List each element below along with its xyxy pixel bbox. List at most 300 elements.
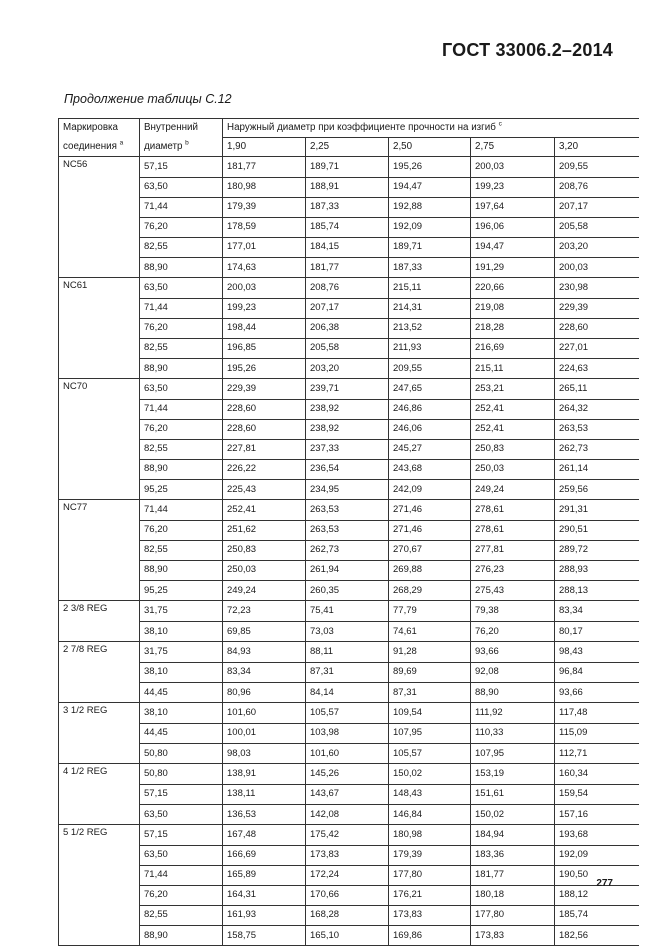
header-od-label: Наружный диаметр при коэффициенте прочности на изгиб xyxy=(227,122,496,134)
outer-diameter-cell: 278,61 xyxy=(471,520,555,540)
outer-diameter-cell: 198,44 xyxy=(223,318,306,338)
table-row xyxy=(59,500,639,521)
table-row xyxy=(59,764,639,785)
table-row xyxy=(59,439,639,459)
outer-diameter-cell: 80,96 xyxy=(223,682,306,703)
outer-diameter-cell: 98,43 xyxy=(555,642,639,663)
inner-diameter-cell: 63,50 xyxy=(140,804,223,825)
outer-diameter-cell: 213,52 xyxy=(389,318,471,338)
connection-cell xyxy=(59,723,140,743)
connection-cell: 3 1/2 REG xyxy=(59,703,140,724)
outer-diameter-cell: 234,95 xyxy=(306,479,389,500)
outer-diameter-cell: 153,19 xyxy=(471,764,555,785)
outer-diameter-cell: 74,61 xyxy=(389,621,471,642)
connection-cell: NC77 xyxy=(59,500,140,521)
outer-diameter-cell: 238,92 xyxy=(306,399,389,419)
outer-diameter-cell: 260,35 xyxy=(306,580,389,601)
header-inner-label: Внутренний xyxy=(144,122,198,134)
outer-diameter-cell: 226,22 xyxy=(223,459,306,479)
outer-diameter-cell: 252,41 xyxy=(471,419,555,439)
outer-diameter-cell: 199,23 xyxy=(223,298,306,318)
outer-diameter-cell: 93,66 xyxy=(471,642,555,663)
outer-diameter-cell: 275,43 xyxy=(471,580,555,601)
table-row xyxy=(59,318,639,338)
connection-cell: NC61 xyxy=(59,278,140,299)
inner-diameter-cell: 88,90 xyxy=(140,459,223,479)
outer-diameter-cell: 84,14 xyxy=(306,682,389,703)
inner-diameter-cell: 88,90 xyxy=(140,560,223,580)
header-factor: 3,20 xyxy=(555,138,639,157)
outer-diameter-cell: 208,76 xyxy=(555,177,639,197)
table-row xyxy=(59,257,639,278)
outer-diameter-cell: 246,06 xyxy=(389,419,471,439)
outer-diameter-cell: 289,72 xyxy=(555,540,639,560)
outer-diameter-cell: 227,01 xyxy=(555,338,639,358)
connection-cell xyxy=(59,885,140,905)
outer-diameter-cell: 188,91 xyxy=(306,177,389,197)
outer-diameter-cell: 175,42 xyxy=(306,825,389,846)
outer-diameter-cell: 179,39 xyxy=(389,845,471,865)
inner-diameter-cell: 76,20 xyxy=(140,318,223,338)
table-row xyxy=(59,925,639,946)
outer-diameter-cell: 205,58 xyxy=(306,338,389,358)
table-caption: Продолжение таблицы С.12 xyxy=(64,92,232,106)
outer-diameter-cell: 291,31 xyxy=(555,500,639,521)
table-row xyxy=(59,804,639,825)
outer-diameter-cell: 196,85 xyxy=(223,338,306,358)
connection-cell xyxy=(59,197,140,217)
inner-diameter-cell: 71,44 xyxy=(140,500,223,521)
outer-diameter-cell: 239,71 xyxy=(306,379,389,400)
outer-diameter-cell: 205,58 xyxy=(555,217,639,237)
outer-diameter-cell: 236,54 xyxy=(306,459,389,479)
outer-diameter-cell: 174,63 xyxy=(223,257,306,278)
connection-cell xyxy=(59,804,140,825)
table-row xyxy=(59,157,639,178)
outer-diameter-cell: 207,17 xyxy=(555,197,639,217)
outer-diameter-cell: 194,47 xyxy=(471,237,555,257)
outer-diameter-cell: 206,38 xyxy=(306,318,389,338)
outer-diameter-cell: 229,39 xyxy=(223,379,306,400)
inner-diameter-cell: 71,44 xyxy=(140,197,223,217)
outer-diameter-cell: 165,10 xyxy=(306,925,389,946)
connection-cell xyxy=(59,419,140,439)
table-row xyxy=(59,642,639,663)
inner-diameter-cell: 38,10 xyxy=(140,662,223,682)
outer-diameter-cell: 180,18 xyxy=(471,885,555,905)
table-row xyxy=(59,177,639,197)
connection-cell xyxy=(59,298,140,318)
header-connection-label-2: соединения xyxy=(63,140,117,152)
connection-cell: 2 7/8 REG xyxy=(59,642,140,663)
table-row xyxy=(59,479,639,500)
header-factor: 1,90 xyxy=(223,138,306,157)
page-number: 277 xyxy=(596,878,613,889)
connection-cell xyxy=(59,743,140,764)
outer-diameter-cell: 250,03 xyxy=(471,459,555,479)
outer-diameter-cell: 181,77 xyxy=(223,157,306,178)
outer-diameter-cell: 220,66 xyxy=(471,278,555,299)
outer-diameter-cell: 115,09 xyxy=(555,723,639,743)
outer-diameter-cell: 183,36 xyxy=(471,845,555,865)
outer-diameter-cell: 168,28 xyxy=(306,905,389,925)
outer-diameter-cell: 89,69 xyxy=(389,662,471,682)
table-row xyxy=(59,197,639,217)
outer-diameter-cell: 101,60 xyxy=(223,703,306,724)
outer-diameter-cell: 169,86 xyxy=(389,925,471,946)
outer-diameter-cell: 190,50 xyxy=(555,865,639,885)
table-row xyxy=(59,338,639,358)
table-row xyxy=(59,399,639,419)
inner-diameter-cell: 63,50 xyxy=(140,177,223,197)
inner-diameter-cell: 50,80 xyxy=(140,764,223,785)
outer-diameter-cell: 80,17 xyxy=(555,621,639,642)
outer-diameter-cell: 250,03 xyxy=(223,560,306,580)
outer-diameter-cell: 165,89 xyxy=(223,865,306,885)
outer-diameter-cell: 219,08 xyxy=(471,298,555,318)
outer-diameter-cell: 185,74 xyxy=(555,905,639,925)
header-connection-note: a xyxy=(119,139,124,147)
connection-cell xyxy=(59,925,140,946)
inner-diameter-cell: 63,50 xyxy=(140,379,223,400)
outer-diameter-cell: 203,20 xyxy=(306,358,389,379)
outer-diameter-cell: 107,95 xyxy=(389,723,471,743)
outer-diameter-cell: 180,98 xyxy=(223,177,306,197)
document-standard-header: ГОСТ 33006.2–2014 xyxy=(441,40,613,60)
outer-diameter-cell: 179,39 xyxy=(223,197,306,217)
outer-diameter-cell: 177,80 xyxy=(389,865,471,885)
outer-diameter-cell: 215,11 xyxy=(389,278,471,299)
connection-cell xyxy=(59,580,140,601)
inner-diameter-cell: 76,20 xyxy=(140,885,223,905)
outer-diameter-cell: 216,69 xyxy=(471,338,555,358)
outer-diameter-cell: 276,23 xyxy=(471,560,555,580)
table-row xyxy=(59,723,639,743)
inner-diameter-cell: 82,55 xyxy=(140,540,223,560)
header-inner-note: b xyxy=(185,139,189,147)
outer-diameter-cell: 262,73 xyxy=(306,540,389,560)
table-row xyxy=(59,845,639,865)
header-outer-diameter-group xyxy=(223,119,639,138)
connection-cell xyxy=(59,520,140,540)
outer-diameter-cell: 200,03 xyxy=(555,257,639,278)
outer-diameter-cell: 192,88 xyxy=(389,197,471,217)
outer-diameter-cell: 211,93 xyxy=(389,338,471,358)
inner-diameter-cell: 82,55 xyxy=(140,237,223,257)
outer-diameter-cell: 191,29 xyxy=(471,257,555,278)
outer-diameter-cell: 288,93 xyxy=(555,560,639,580)
inner-diameter-cell: 82,55 xyxy=(140,338,223,358)
outer-diameter-cell: 268,29 xyxy=(389,580,471,601)
outer-diameter-cell: 184,15 xyxy=(306,237,389,257)
inner-diameter-cell: 88,90 xyxy=(140,925,223,946)
outer-diameter-cell: 252,41 xyxy=(223,500,306,521)
outer-diameter-cell: 112,71 xyxy=(555,743,639,764)
connection-cell xyxy=(59,439,140,459)
inner-diameter-cell: 76,20 xyxy=(140,419,223,439)
connection-cell: NC56 xyxy=(59,157,140,178)
outer-diameter-cell: 192,09 xyxy=(389,217,471,237)
connection-cell xyxy=(59,905,140,925)
table-row xyxy=(59,379,639,400)
connection-cell xyxy=(59,237,140,257)
outer-diameter-cell: 177,01 xyxy=(223,237,306,257)
header-od-note: c xyxy=(498,120,502,128)
outer-diameter-cell: 288,13 xyxy=(555,580,639,601)
outer-diameter-cell: 180,98 xyxy=(389,825,471,846)
outer-diameter-cell: 277,81 xyxy=(471,540,555,560)
inner-diameter-cell: 31,75 xyxy=(140,601,223,622)
inner-diameter-cell: 31,75 xyxy=(140,642,223,663)
outer-diameter-cell: 224,63 xyxy=(555,358,639,379)
connection-cell xyxy=(59,459,140,479)
inner-diameter-cell: 44,45 xyxy=(140,682,223,703)
outer-diameter-cell: 83,34 xyxy=(223,662,306,682)
outer-diameter-cell: 247,65 xyxy=(389,379,471,400)
outer-diameter-cell: 158,75 xyxy=(223,925,306,946)
outer-diameter-cell: 270,67 xyxy=(389,540,471,560)
header-factor: 2,25 xyxy=(306,138,389,157)
table-row xyxy=(59,621,639,642)
header-connection xyxy=(59,119,140,138)
connection-cell xyxy=(59,177,140,197)
outer-diameter-cell: 176,21 xyxy=(389,885,471,905)
outer-diameter-cell: 101,60 xyxy=(306,743,389,764)
connection-cell: 4 1/2 REG xyxy=(59,764,140,785)
outer-diameter-cell: 263,53 xyxy=(306,520,389,540)
connection-cell: NC70 xyxy=(59,379,140,400)
outer-diameter-cell: 199,23 xyxy=(471,177,555,197)
outer-diameter-cell: 263,53 xyxy=(306,500,389,521)
table-row xyxy=(59,459,639,479)
connection-cell: 2 3/8 REG xyxy=(59,601,140,622)
header-inner-diameter-cont xyxy=(140,138,223,157)
outer-diameter-cell: 265,11 xyxy=(555,379,639,400)
inner-diameter-cell: 38,10 xyxy=(140,703,223,724)
outer-diameter-cell: 228,60 xyxy=(223,419,306,439)
outer-diameter-cell: 145,26 xyxy=(306,764,389,785)
connection-cell xyxy=(59,682,140,703)
outer-diameter-cell: 177,80 xyxy=(471,905,555,925)
outer-diameter-cell: 207,17 xyxy=(306,298,389,318)
outer-diameter-cell: 189,71 xyxy=(306,157,389,178)
outer-diameter-cell: 110,33 xyxy=(471,723,555,743)
outer-diameter-cell: 157,16 xyxy=(555,804,639,825)
outer-diameter-cell: 79,38 xyxy=(471,601,555,622)
outer-diameter-cell: 261,94 xyxy=(306,560,389,580)
outer-diameter-cell: 195,26 xyxy=(223,358,306,379)
outer-diameter-cell: 111,92 xyxy=(471,703,555,724)
connection-cell xyxy=(59,217,140,237)
table-row xyxy=(59,905,639,925)
outer-diameter-cell: 263,53 xyxy=(555,419,639,439)
inner-diameter-cell: 71,44 xyxy=(140,865,223,885)
outer-diameter-cell: 148,43 xyxy=(389,784,471,804)
outer-diameter-cell: 238,92 xyxy=(306,419,389,439)
outer-diameter-cell: 107,95 xyxy=(471,743,555,764)
inner-diameter-cell: 44,45 xyxy=(140,723,223,743)
outer-diameter-cell: 269,88 xyxy=(389,560,471,580)
outer-diameter-cell: 84,93 xyxy=(223,642,306,663)
header-inner-label-2: диаметр xyxy=(144,140,183,152)
outer-diameter-cell: 178,59 xyxy=(223,217,306,237)
outer-diameter-cell: 194,47 xyxy=(389,177,471,197)
outer-diameter-cell: 105,57 xyxy=(306,703,389,724)
outer-diameter-cell: 87,31 xyxy=(389,682,471,703)
inner-diameter-cell: 71,44 xyxy=(140,399,223,419)
outer-diameter-cell: 229,39 xyxy=(555,298,639,318)
table-row xyxy=(59,560,639,580)
outer-diameter-cell: 225,43 xyxy=(223,479,306,500)
table-row xyxy=(59,580,639,601)
outer-diameter-cell: 290,51 xyxy=(555,520,639,540)
outer-diameter-cell: 215,11 xyxy=(471,358,555,379)
outer-diameter-cell: 109,54 xyxy=(389,703,471,724)
outer-diameter-cell: 250,83 xyxy=(223,540,306,560)
outer-diameter-cell: 271,46 xyxy=(389,520,471,540)
outer-diameter-cell: 182,56 xyxy=(555,925,639,946)
outer-diameter-cell: 188,12 xyxy=(555,885,639,905)
inner-diameter-cell: 95,25 xyxy=(140,580,223,601)
outer-diameter-cell: 193,68 xyxy=(555,825,639,846)
outer-diameter-cell: 167,48 xyxy=(223,825,306,846)
outer-diameter-cell: 143,67 xyxy=(306,784,389,804)
outer-diameter-cell: 209,55 xyxy=(389,358,471,379)
table-body xyxy=(59,157,639,946)
outer-diameter-cell: 75,41 xyxy=(306,601,389,622)
inner-diameter-cell: 63,50 xyxy=(140,845,223,865)
connection-cell xyxy=(59,338,140,358)
outer-diameter-cell: 189,71 xyxy=(389,237,471,257)
outer-diameter-cell: 164,31 xyxy=(223,885,306,905)
outer-diameter-cell: 83,34 xyxy=(555,601,639,622)
inner-diameter-cell: 95,25 xyxy=(140,479,223,500)
inner-diameter-cell: 50,80 xyxy=(140,743,223,764)
outer-diameter-cell: 228,60 xyxy=(223,399,306,419)
outer-diameter-cell: 259,56 xyxy=(555,479,639,500)
outer-diameter-cell: 142,08 xyxy=(306,804,389,825)
outer-diameter-cell: 73,03 xyxy=(306,621,389,642)
outer-diameter-cell: 93,66 xyxy=(555,682,639,703)
table-row xyxy=(59,784,639,804)
outer-diameter-cell: 246,86 xyxy=(389,399,471,419)
outer-diameter-cell: 117,48 xyxy=(555,703,639,724)
outer-diameter-cell: 227,81 xyxy=(223,439,306,459)
outer-diameter-cell: 208,76 xyxy=(306,278,389,299)
table-row xyxy=(59,743,639,764)
outer-diameter-cell: 138,11 xyxy=(223,784,306,804)
connection-cell xyxy=(59,318,140,338)
table-row xyxy=(59,885,639,905)
outer-diameter-cell: 187,33 xyxy=(389,257,471,278)
connection-cell xyxy=(59,479,140,500)
outer-diameter-cell: 245,27 xyxy=(389,439,471,459)
outer-diameter-cell: 187,33 xyxy=(306,197,389,217)
outer-diameter-cell: 249,24 xyxy=(223,580,306,601)
outer-diameter-cell: 264,32 xyxy=(555,399,639,419)
outer-diameter-cell: 88,90 xyxy=(471,682,555,703)
outer-diameter-cell: 69,85 xyxy=(223,621,306,642)
inner-diameter-cell: 57,15 xyxy=(140,157,223,178)
table-row xyxy=(59,298,639,318)
header-connection-cont xyxy=(59,138,140,157)
outer-diameter-cell: 146,84 xyxy=(389,804,471,825)
outer-diameter-cell: 136,53 xyxy=(223,804,306,825)
connection-cell xyxy=(59,399,140,419)
outer-diameter-cell: 228,60 xyxy=(555,318,639,338)
outer-diameter-cell: 249,24 xyxy=(471,479,555,500)
header-connection-label: Маркировка xyxy=(63,122,118,134)
outer-diameter-cell: 161,93 xyxy=(223,905,306,925)
outer-diameter-cell: 253,21 xyxy=(471,379,555,400)
outer-diameter-cell: 200,03 xyxy=(223,278,306,299)
inner-diameter-cell: 82,55 xyxy=(140,905,223,925)
outer-diameter-cell: 243,68 xyxy=(389,459,471,479)
outer-diameter-cell: 214,31 xyxy=(389,298,471,318)
table-row xyxy=(59,825,639,846)
inner-diameter-cell: 76,20 xyxy=(140,520,223,540)
table-row xyxy=(59,358,639,379)
outer-diameter-cell: 261,14 xyxy=(555,459,639,479)
outer-diameter-cell: 92,08 xyxy=(471,662,555,682)
inner-diameter-cell: 57,15 xyxy=(140,784,223,804)
inner-diameter-cell: 88,90 xyxy=(140,358,223,379)
table-row xyxy=(59,278,639,299)
table-row xyxy=(59,865,639,885)
strength-ratio-table xyxy=(58,118,639,946)
table-row xyxy=(59,419,639,439)
connection-cell xyxy=(59,784,140,804)
outer-diameter-cell: 150,02 xyxy=(389,764,471,785)
outer-diameter-cell: 150,02 xyxy=(471,804,555,825)
connection-cell xyxy=(59,560,140,580)
outer-diameter-cell: 138,91 xyxy=(223,764,306,785)
outer-diameter-cell: 159,54 xyxy=(555,784,639,804)
outer-diameter-cell: 218,28 xyxy=(471,318,555,338)
outer-diameter-cell: 196,06 xyxy=(471,217,555,237)
outer-diameter-cell: 192,09 xyxy=(555,845,639,865)
connection-cell xyxy=(59,257,140,278)
outer-diameter-cell: 252,41 xyxy=(471,399,555,419)
table-row xyxy=(59,520,639,540)
outer-diameter-cell: 195,26 xyxy=(389,157,471,178)
outer-diameter-cell: 230,98 xyxy=(555,278,639,299)
outer-diameter-cell: 181,77 xyxy=(306,257,389,278)
connection-cell xyxy=(59,865,140,885)
outer-diameter-cell: 100,01 xyxy=(223,723,306,743)
outer-diameter-cell: 173,83 xyxy=(306,845,389,865)
outer-diameter-cell: 242,09 xyxy=(389,479,471,500)
outer-diameter-cell: 160,34 xyxy=(555,764,639,785)
outer-diameter-cell: 72,23 xyxy=(223,601,306,622)
inner-diameter-cell: 71,44 xyxy=(140,298,223,318)
table-row xyxy=(59,682,639,703)
outer-diameter-cell: 173,83 xyxy=(471,925,555,946)
connection-cell xyxy=(59,358,140,379)
outer-diameter-cell: 87,31 xyxy=(306,662,389,682)
outer-diameter-cell: 151,61 xyxy=(471,784,555,804)
outer-diameter-cell: 91,28 xyxy=(389,642,471,663)
outer-diameter-cell: 98,03 xyxy=(223,743,306,764)
inner-diameter-cell: 82,55 xyxy=(140,439,223,459)
connection-cell xyxy=(59,662,140,682)
table-row xyxy=(59,601,639,622)
outer-diameter-cell: 88,11 xyxy=(306,642,389,663)
table-row xyxy=(59,703,639,724)
outer-diameter-cell: 103,98 xyxy=(306,723,389,743)
inner-diameter-cell: 76,20 xyxy=(140,217,223,237)
outer-diameter-cell: 197,64 xyxy=(471,197,555,217)
